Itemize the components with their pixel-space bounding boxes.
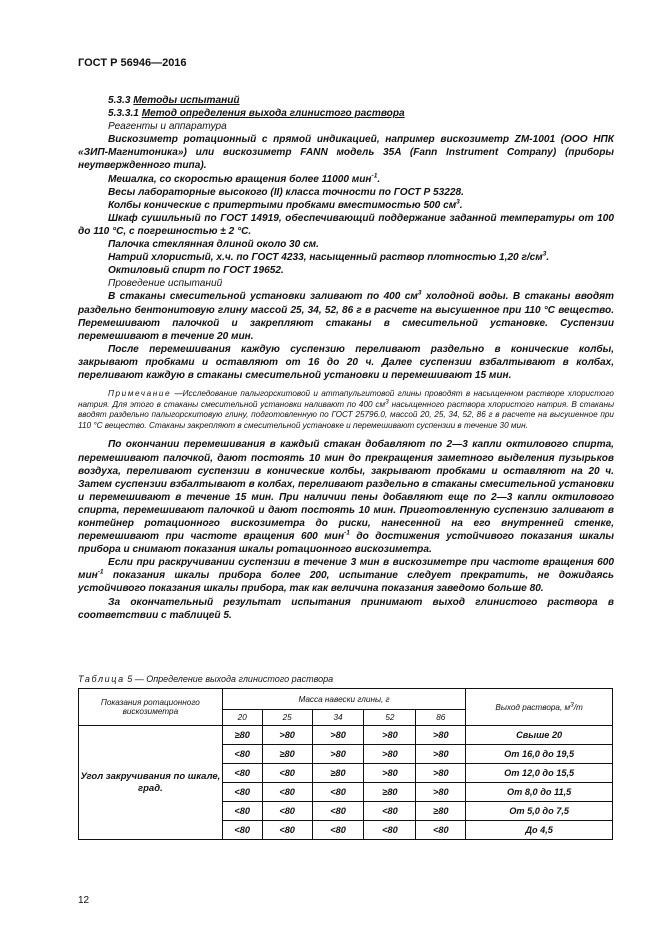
octyl-paragraph: Октиловый спирт по ГОСТ 19652. bbox=[108, 265, 284, 277]
page-content bbox=[78, 94, 614, 622]
mixer-text: Мешалка, со скоростью вращения более 11000 мин bbox=[108, 173, 372, 185]
output-cell: От 16,0 до 19,5 bbox=[466, 745, 613, 764]
flasks-text: Колбы конические с притертыми пробками вместимостью 500 см bbox=[108, 199, 457, 211]
table-cell: >80 bbox=[262, 726, 312, 745]
table-cell: <80 bbox=[364, 802, 416, 821]
table-cell: <80 bbox=[312, 802, 364, 821]
header-mass: Масса навески глины, г bbox=[222, 689, 465, 710]
output-cell: От 12,0 до 15,5 bbox=[466, 764, 613, 783]
p1-text-b: холодной воды. В стаканы вводят раздельно бентонитовую глину массой 25, 34, 52, 86 г в расчете на высушенное при 110 °С вещество. Перемешивают палочкой и закрепляют стаканы в смесительной установке. Суспензии перемешивают в течение 20 мин. bbox=[78, 291, 614, 342]
header-mass-value: 20 bbox=[222, 710, 262, 726]
table-cell: >80 bbox=[364, 745, 416, 764]
note-paragraph bbox=[78, 389, 614, 431]
table-cell: <80 bbox=[222, 821, 262, 840]
mixer-end: . bbox=[377, 173, 381, 185]
p1-sup: 3 bbox=[417, 290, 422, 298]
output-cell: До 4,5 bbox=[466, 821, 613, 840]
nacl-text: Натрий хлористый, х.ч. по ГОСТ 4233, насыщенный раствор плотностью 1,20 г/см bbox=[108, 252, 543, 264]
page-number: 12 bbox=[78, 895, 90, 906]
table-cell: >80 bbox=[364, 726, 416, 745]
header-output-end: /т bbox=[573, 702, 583, 712]
table-cell: >80 bbox=[312, 726, 364, 745]
header-mass-value: 86 bbox=[416, 710, 466, 726]
output-cell: От 8,0 до 11,5 bbox=[466, 783, 613, 802]
oven-paragraph: Шкаф сушильный по ГОСТ 14919, обеспечивающий поддержание заданной температуры от 100 до 110 °С, с погрешностью ± 2 °С. bbox=[78, 212, 614, 237]
note-text-b: насыщенного раствора хлористого натрия. В стаканы вводят раздельно палыгорскитовую глину, подготовленную по ГОСТ 25796.0, массой 20, 25, 34, 52, 86 г в расчете на высушенное при 110 °С вещество. Стаканы закрепляют в смесительной установке и перемешивают суспензии в течение 30 мин. bbox=[78, 399, 614, 430]
mixer-sup: -1 bbox=[371, 172, 378, 180]
procedure-paragraph-2: После перемешивания каждую суспензию переливают раздельно в конические колбы, закрывают пробками и оставляют от 16 до 20 ч. Далее суспензии взбалтывают в колбах, переливают каждую в стаканы смесительной установки и перемешивают 15 мин. bbox=[78, 343, 614, 381]
table-cell: ≥80 bbox=[364, 783, 416, 802]
table-cell: ≥80 bbox=[312, 764, 364, 783]
header-indicator: Показания ротационного вискозиметра bbox=[79, 689, 223, 726]
subsection-title: Метод определения выхода глинистого раствора bbox=[141, 108, 405, 120]
nacl-end: . bbox=[546, 252, 550, 264]
table-cell: <80 bbox=[364, 821, 416, 840]
table-caption-label: Таблица bbox=[78, 674, 125, 684]
p4-text-b: показания шкалы прибора более 200, испытание следует прекратить, не дожидаясь устойчивого показания шкалы прибора, так как величина показания заведомо больше 80. bbox=[78, 570, 614, 595]
header-mass-value: 34 bbox=[312, 710, 364, 726]
document-header: ГОСТ Р 56946—2016 bbox=[78, 57, 187, 69]
header-output bbox=[466, 689, 613, 726]
flasks-sup: 3 bbox=[456, 198, 460, 206]
table-cell: ≥80 bbox=[262, 745, 312, 764]
p3-text-b: до достижения устойчивого показания шкалы прибора и снимают показания шкалы ротационного вискозиметра. bbox=[78, 531, 614, 556]
table-caption bbox=[78, 674, 333, 684]
table-cell: >80 bbox=[416, 764, 466, 783]
scales-paragraph: Весы лабораторные высокого (II) класса точности по ГОСТ Р 53228. bbox=[108, 186, 464, 198]
table-cell: ≥80 bbox=[416, 802, 466, 821]
stick-paragraph: Палочка стеклянная длиной около 30 см. bbox=[108, 239, 319, 251]
procedure-paragraph-4 bbox=[78, 556, 614, 595]
flasks-end: . bbox=[459, 199, 463, 211]
table-cell: ≥80 bbox=[222, 726, 262, 745]
output-cell: Свыше 20 bbox=[466, 726, 613, 745]
note-text-a: —Исследование палыгорскитовой и аттапульгитовой глины проводят в насыщенном растворе хлористого натрия. Для этого в стаканы смесительной установки наливают по 400 см bbox=[78, 389, 614, 409]
table-cell: <80 bbox=[312, 783, 364, 802]
table-cell: >80 bbox=[416, 726, 466, 745]
table-cell: <80 bbox=[262, 802, 312, 821]
note-sup: 3 bbox=[385, 397, 389, 405]
procedure-paragraph-5: За окончательный результат испытания принимают выход глинистого раствора в соответствии с таблицей 5. bbox=[78, 596, 614, 621]
header-output-sup: 3 bbox=[570, 700, 574, 708]
procedure-heading: Проведение испытаний bbox=[108, 278, 223, 290]
output-cell: От 5,0 до 7,5 bbox=[466, 802, 613, 821]
table-row bbox=[79, 726, 613, 745]
p3-sup: -1 bbox=[344, 529, 350, 537]
row-label-text: Угол закручивания по шкале, град. bbox=[80, 770, 221, 794]
table-caption-text: 5 — Определение выхода глинистого раствора bbox=[124, 674, 334, 684]
row-label bbox=[79, 726, 223, 840]
viscometer-paragraph: Вискозиметр ротационный с прямой индикацией, например вискозиметр ZM-1001 (ООО НПК «ЗИП-Магнитоника») или вискозиметр FANN модель 35A (Fann Instrument Company) (приборы неутвержденного типа). bbox=[78, 134, 614, 172]
table-cell: <80 bbox=[312, 821, 364, 840]
output-table bbox=[78, 688, 613, 840]
table-cell: >80 bbox=[312, 745, 364, 764]
table-cell: <80 bbox=[262, 821, 312, 840]
table-cell: <80 bbox=[416, 821, 466, 840]
reagents-heading: Реагенты и аппаратура bbox=[108, 121, 227, 133]
procedure-paragraph-1 bbox=[78, 290, 614, 342]
table-header-row-1 bbox=[79, 689, 613, 710]
header-output-text: Выход раствора, м bbox=[495, 702, 571, 712]
subsection-heading bbox=[78, 107, 614, 120]
nacl-paragraph bbox=[78, 251, 614, 264]
table-cell: <80 bbox=[222, 783, 262, 802]
nacl-sup: 3 bbox=[542, 250, 547, 258]
subsection-number: 5.3.3.1 bbox=[108, 108, 139, 120]
table-cell: >80 bbox=[416, 783, 466, 802]
p3-text-a: По окончании перемешивания в каждый стакан добавляют по 2—3 капли октилового спирта, перемешивают палочкой, дают постоять 10 мин до прекращения заметного выделения пузырьков воздуха, переливают суспензии в конические колбы, закрывают пробками и оставляют на 20 ч. Затем суспензии взбалтывают в колбах, переливают раздельно в стаканы смесительной установки и перемешивают в течение 15 мин. При наличии пены добавляют еще по 2—3 капли октилового спирта, перемешивают палочкой и дают постоять 10 мин. Приготовленную суспензию заливают в контейнер ротационного вискозиметра до риски, нанесенной на его внутренней стенке, перемешивают при частоте вращения 600 мин bbox=[78, 439, 614, 543]
table-cell: <80 bbox=[262, 764, 312, 783]
table-cell: >80 bbox=[416, 745, 466, 764]
note-label: Примечание bbox=[108, 389, 172, 399]
p4-sup: -1 bbox=[97, 569, 104, 577]
table-cell: <80 bbox=[222, 802, 262, 821]
p4-text-a: Если при раскручивании суспензии в течение 3 мин в вискозиметре при частоте вращения 600 мин bbox=[78, 557, 614, 582]
flasks-paragraph bbox=[78, 199, 614, 212]
table-cell: <80 bbox=[222, 764, 262, 783]
section-title: Методы испытаний bbox=[133, 95, 240, 106]
section-heading bbox=[78, 94, 614, 107]
header-mass-value: 52 bbox=[364, 710, 416, 726]
p1-text-a: В стаканы смесительной установки заливают по 400 см bbox=[108, 291, 418, 303]
procedure-paragraph-3 bbox=[78, 438, 614, 556]
mixer-paragraph bbox=[78, 173, 614, 186]
table-cell: <80 bbox=[222, 745, 262, 764]
table-cell: <80 bbox=[262, 783, 312, 802]
table-cell: >80 bbox=[364, 764, 416, 783]
header-mass-value: 25 bbox=[262, 710, 312, 726]
section-number: 5.3.3 bbox=[108, 95, 131, 106]
